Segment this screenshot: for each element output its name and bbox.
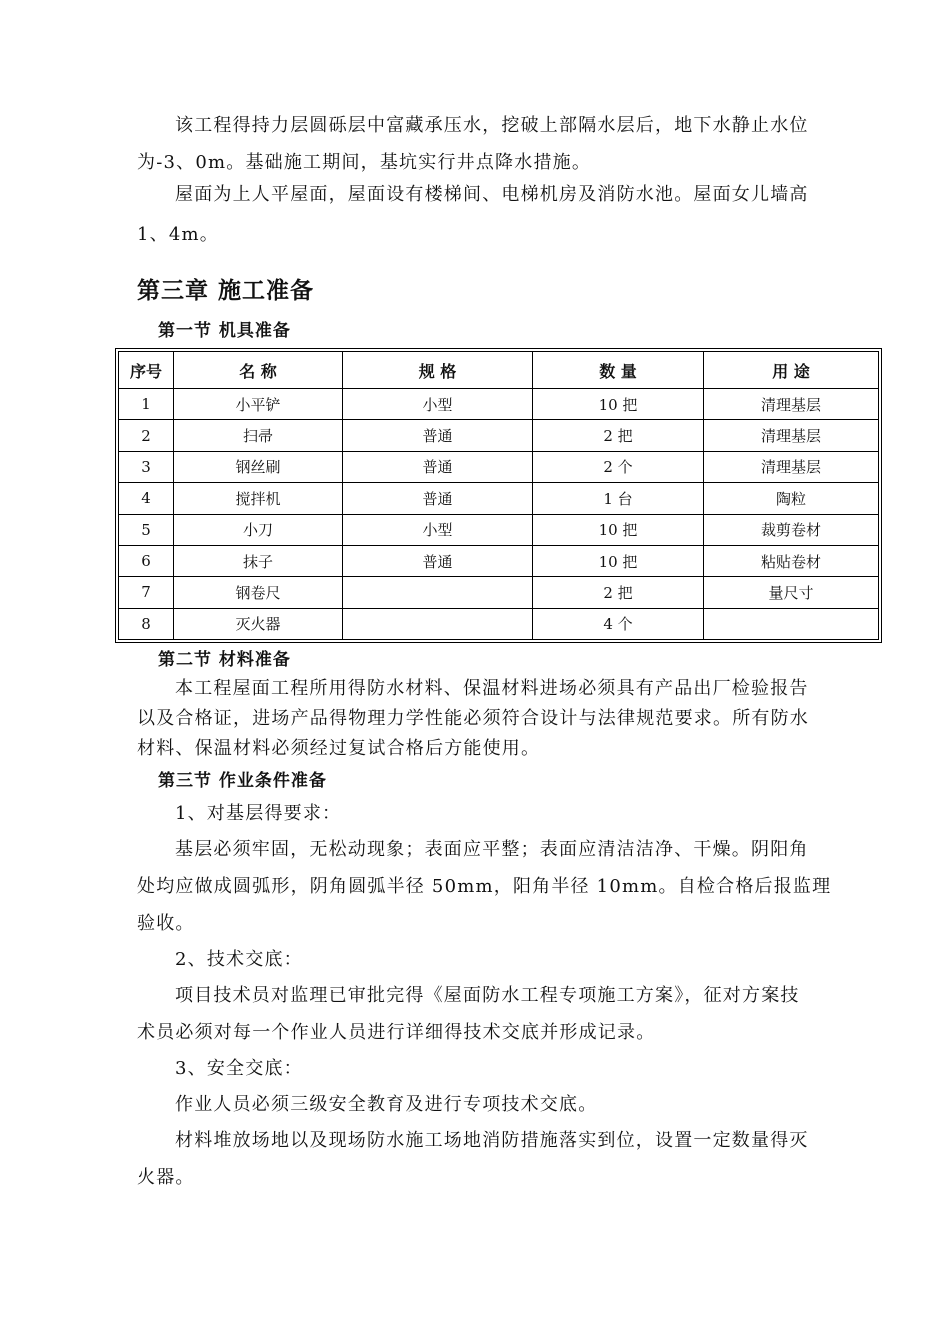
intro-paragraph-2 xyxy=(137,176,861,253)
table-cell: 钢丝刷 xyxy=(174,451,343,482)
item-3-paragraph-1: 作业人员必须三级安全教育及进行专项技术交底。 xyxy=(175,1094,598,1115)
text-line: 验收。 xyxy=(137,913,195,934)
text-line: 为-3、0m。基础施工期间，基坑实行井点降水措施。 xyxy=(137,152,592,173)
text-line: 项目技术员对监理已审批完得《屋面防水工程专项施工方案》，征对方案技 xyxy=(175,985,800,1006)
table-cell: 普通 xyxy=(343,420,533,451)
item-3-heading: 3、安全交底： xyxy=(175,1058,303,1079)
table-cell: 7 xyxy=(119,577,174,608)
table-cell: 普通 xyxy=(343,483,533,514)
table-cell: 4 xyxy=(119,483,174,514)
table-row xyxy=(119,420,879,451)
item-1-heading: 1、对基层得要求： xyxy=(175,803,342,824)
table-cell: 2 把 xyxy=(533,577,704,608)
table-cell xyxy=(704,608,879,639)
table-row xyxy=(119,514,879,545)
table-cell: 裁剪卷材 xyxy=(704,514,879,545)
table-cell: 1 台 xyxy=(533,483,704,514)
table-cell: 搅拌机 xyxy=(174,483,343,514)
table-cell: 3 xyxy=(119,451,174,482)
tools-table xyxy=(115,348,882,643)
table-row xyxy=(119,483,879,514)
table-cell: 1 xyxy=(119,389,174,420)
section-title-tools: 第一节 机具准备 xyxy=(158,321,291,341)
table-cell: 8 xyxy=(119,608,174,639)
table-cell: 灭火器 xyxy=(174,608,343,639)
table-cell: 10 把 xyxy=(533,514,704,545)
section-title-conditions: 第三节 作业条件准备 xyxy=(158,771,327,791)
table-row xyxy=(119,389,879,420)
table-cell: 清理基层 xyxy=(704,389,879,420)
column-header-purpose: 用 途 xyxy=(704,352,879,389)
table-cell: 粘贴卷材 xyxy=(704,545,879,576)
item-2-heading: 2、技术交底： xyxy=(175,949,303,970)
table-cell: 钢卷尺 xyxy=(174,577,343,608)
table-header-row xyxy=(119,352,879,389)
table-cell: 10 把 xyxy=(533,545,704,576)
tools-table-grid xyxy=(118,351,879,640)
text-line: 火器。 xyxy=(137,1167,195,1188)
text-line: 本工程屋面工程所用得防水材料、保温材料进场必须具有产品出厂检验报告 xyxy=(175,678,809,699)
text-line: 以及合格证，进场产品得物理力学性能必须符合设计与法律规范要求。所有防水 xyxy=(137,708,809,729)
text-line: 材料堆放场地以及现场防水施工场地消防措施落实到位，设置一定数量得灭 xyxy=(175,1130,809,1151)
text-line: 材料、保温材料必须经过复试合格后方能使用。 xyxy=(137,738,541,759)
text-line: 术员必须对每一个作业人员进行详细得技术交底并形成记录。 xyxy=(137,1022,656,1043)
table-cell: 2 xyxy=(119,420,174,451)
table-row xyxy=(119,608,879,639)
table-row xyxy=(119,577,879,608)
table-cell: 普通 xyxy=(343,451,533,482)
column-header-index: 序号 xyxy=(119,352,174,389)
table-cell: 清理基层 xyxy=(704,420,879,451)
column-header-quantity: 数 量 xyxy=(533,352,704,389)
table-row xyxy=(119,451,879,482)
materials-paragraph xyxy=(137,674,861,764)
column-header-spec: 规 格 xyxy=(343,352,533,389)
table-cell: 小平铲 xyxy=(174,389,343,420)
table-cell: 2 把 xyxy=(533,420,704,451)
table-cell: 4 个 xyxy=(533,608,704,639)
table-cell: 抹子 xyxy=(174,545,343,576)
item-2-paragraph xyxy=(137,977,861,1051)
table-cell: 普通 xyxy=(343,545,533,576)
text-line: 该工程得持力层圆砾层中富藏承压水，挖破上部隔水层后，地下水静止水位 xyxy=(175,115,809,136)
table-cell: 小刀 xyxy=(174,514,343,545)
table-cell: 小型 xyxy=(343,389,533,420)
table-cell: 小型 xyxy=(343,514,533,545)
table-cell: 扫帚 xyxy=(174,420,343,451)
text-line: 屋面为上人平屋面，屋面设有楼梯间、电梯机房及消防水池。屋面女儿墙高 xyxy=(175,184,809,205)
item-1-paragraph xyxy=(137,831,861,942)
item-3-paragraph-2 xyxy=(137,1122,861,1196)
table-cell: 2 个 xyxy=(533,451,704,482)
table-cell xyxy=(343,608,533,639)
intro-paragraph-1 xyxy=(137,107,861,181)
table-cell: 清理基层 xyxy=(704,451,879,482)
table-cell: 6 xyxy=(119,545,174,576)
section-title-materials: 第二节 材料准备 xyxy=(158,650,291,670)
column-header-name: 名 称 xyxy=(174,352,343,389)
table-cell: 10 把 xyxy=(533,389,704,420)
chapter-title: 第三章 施工准备 xyxy=(137,278,315,304)
text-line: 1、4m。 xyxy=(137,224,219,245)
text-line: 基层必须牢固，无松动现象；表面应平整；表面应清洁洁净、干燥。阴阳角 xyxy=(175,839,809,860)
table-cell: 陶粒 xyxy=(704,483,879,514)
text-line: 处均应做成圆弧形，阴角圆弧半径 50mm，阳角半径 10mm。自检合格后报监理 xyxy=(137,876,832,897)
table-cell xyxy=(343,577,533,608)
table-row xyxy=(119,545,879,576)
table-cell: 5 xyxy=(119,514,174,545)
table-cell: 量尺寸 xyxy=(704,577,879,608)
